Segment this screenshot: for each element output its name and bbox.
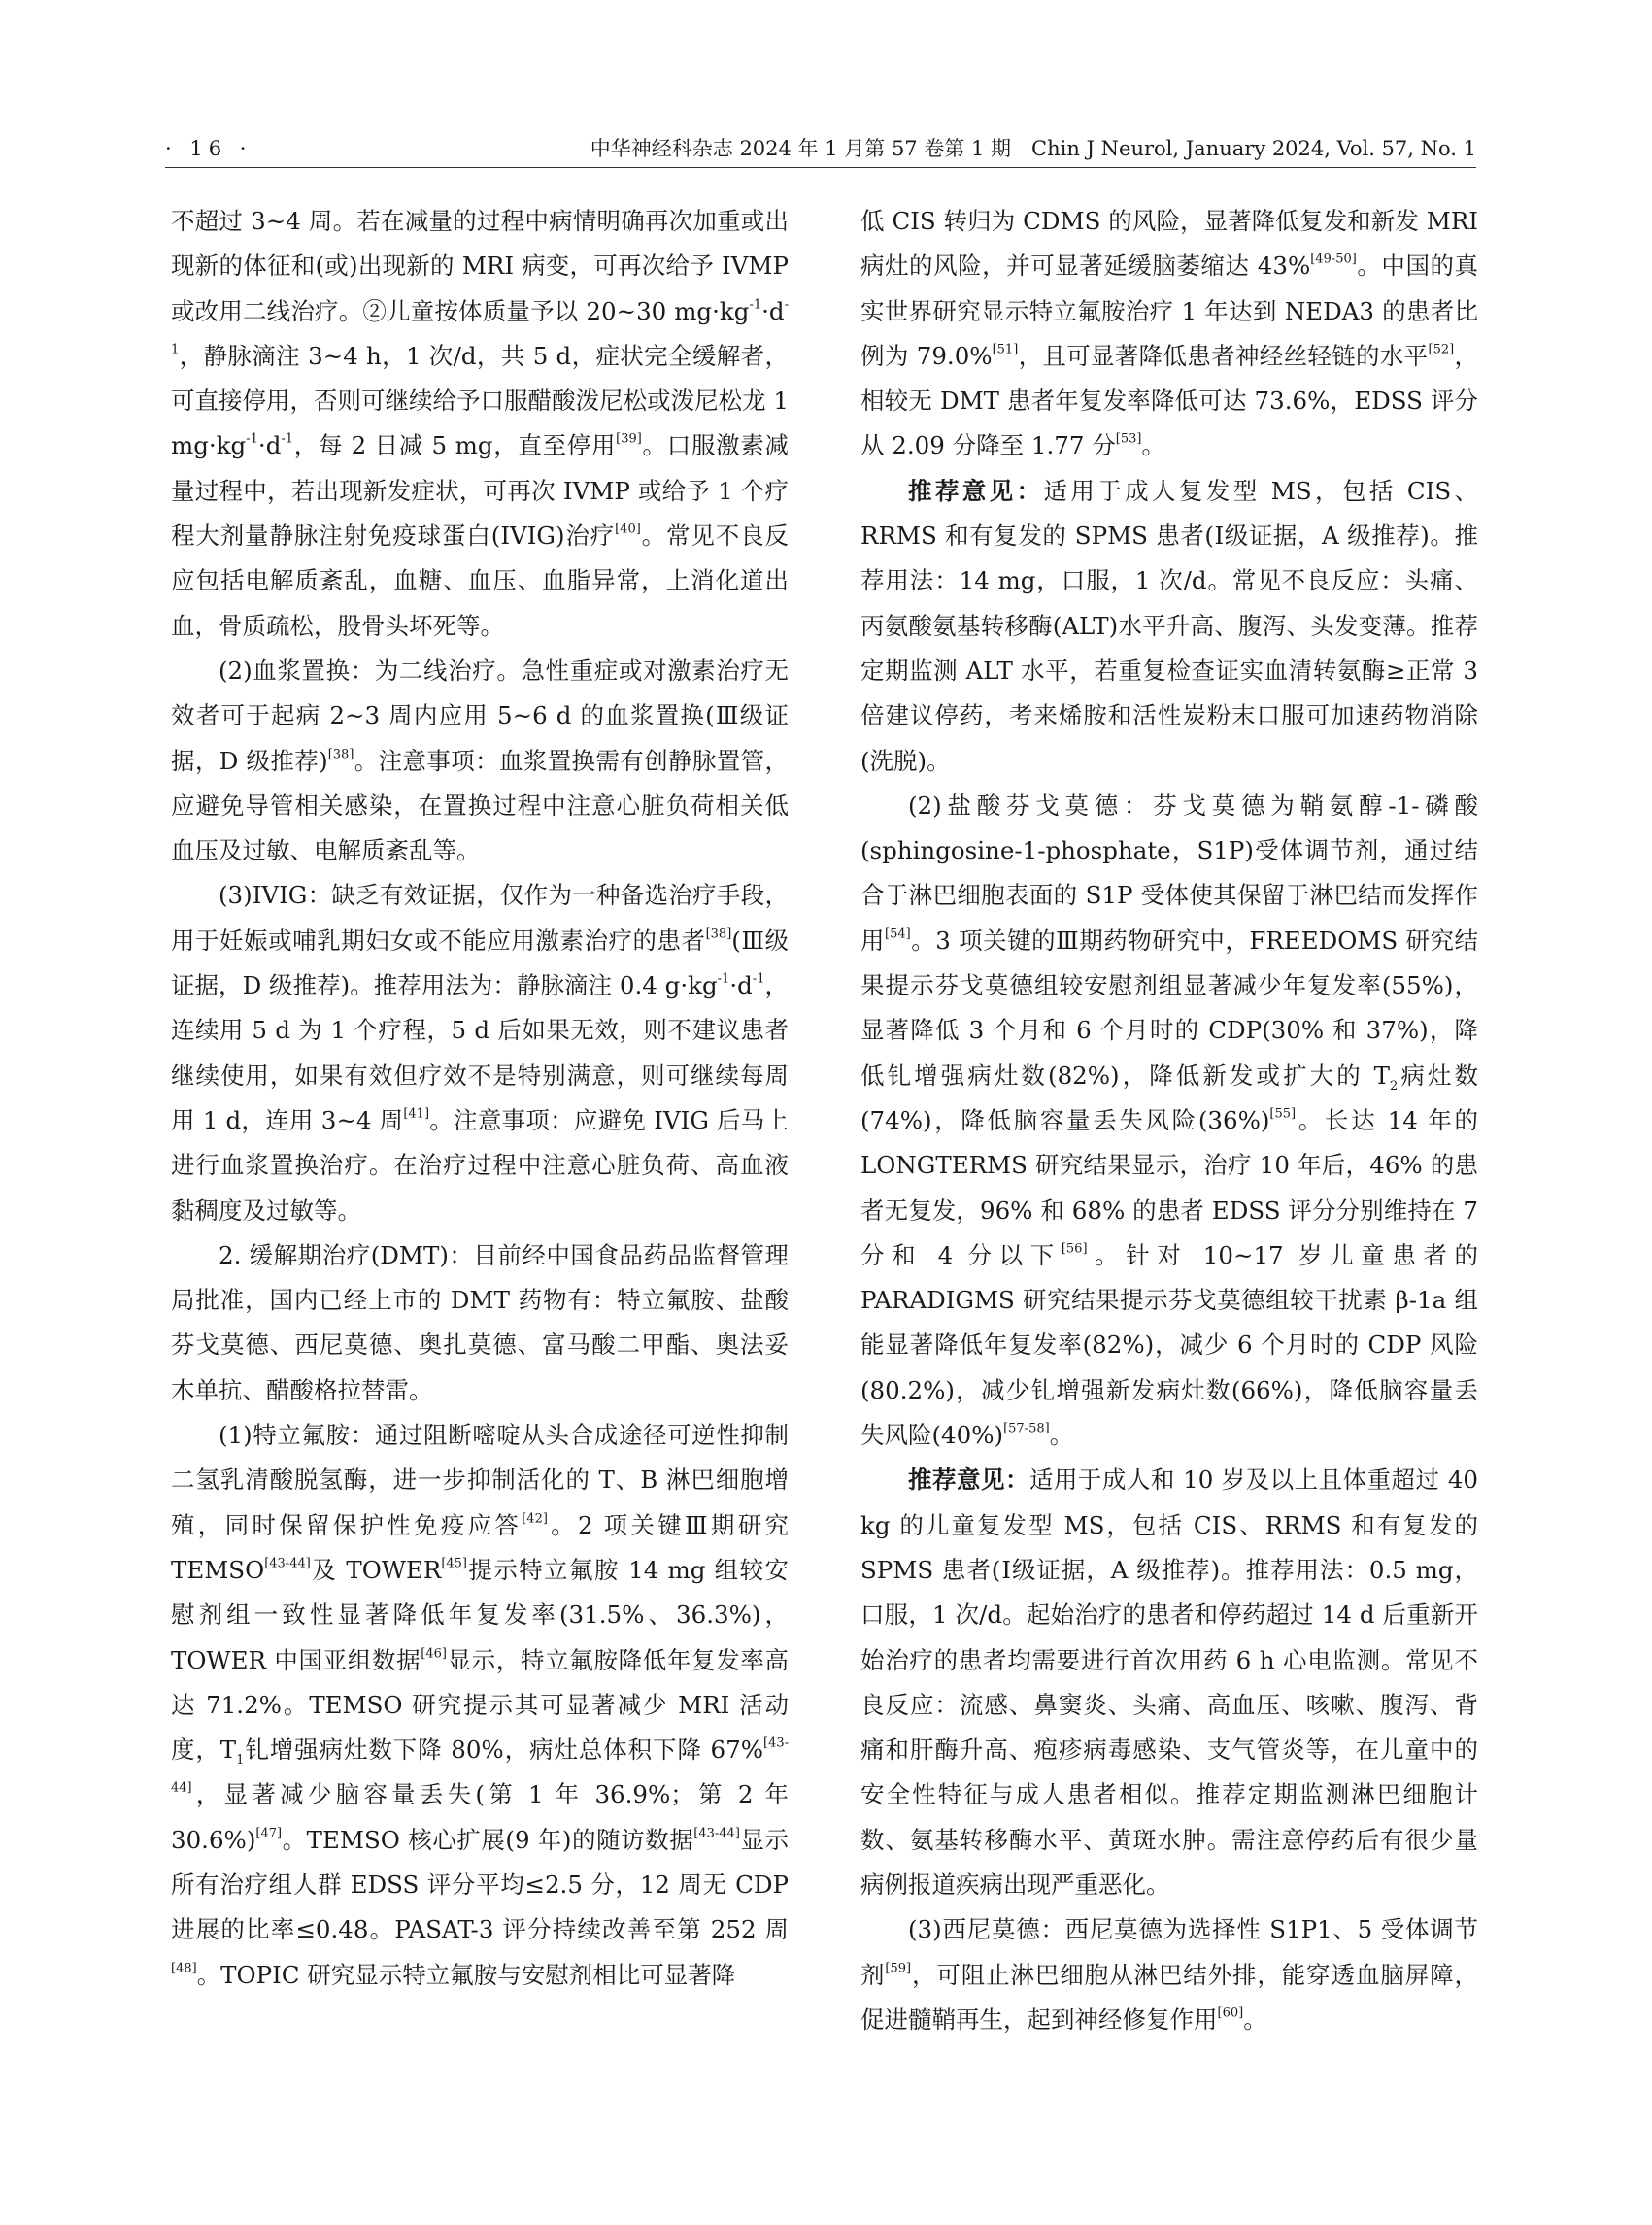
superscript: [57-58] — [1003, 1421, 1050, 1436]
text-run: 。口服激素减量过程中，若出现新发症状，可再次 IVMP 或给予 1 个疗程大剂量静脉注射免疫球蛋白(IVIG)治疗 — [171, 431, 790, 551]
text-run: 钆增强病灶数下降 80%，病灶总体积下降 67% — [244, 1736, 763, 1765]
text-run: 。3 项关键的Ⅲ期药物研究中，FREEDOMS 研究结果提示芬戈莫德组较安慰剂组显著减少年复发率(55%)，显著降低 3 个月和 6 个月时的 CDP(30% 和 37%)，降低钆增强病灶数(82%)，降低新发或扩大的 T — [860, 926, 1478, 1090]
text-run: 适用于成人和 10 岁及以上且体重超过 40 kg 的儿童复发型 MS，包括 CIS、RRMS 和有复发的 SPMS 患者(Ⅰ级证据，A 级推荐)。推荐用法：0.5 mg，口服，1 次/d。起始治疗的患者和停药超过 14 d 后重新开始治疗的患者均需要进行首次用药 6 h 心电监测。常见不良反应：流感、鼻窦炎、头痛、高血压、咳嗽、腹泻、背痛和肝酶升高、疱疹病毒感染、支气管炎等，在儿童中的安全性特征与成人患者相似。推荐定期监测淋巴细胞计数、氨基转移酶水平、黄斑水肿。需注意停药后有很少量病例报道疾病出现严重恶化。 — [860, 1466, 1478, 1899]
superscript: [51] — [992, 342, 1019, 357]
superscript: [49-50] — [1310, 252, 1357, 267]
text-run: 。注意事项：应避免 IVIG 后马上进行血浆置换治疗。在治疗过程中注意心脏负荷、高血液黏稠度及过敏等。 — [171, 1105, 789, 1225]
page-number: · 16 · — [165, 137, 253, 160]
recommendation-label: 推荐意见： — [908, 476, 1044, 505]
superscript: [59] — [885, 1960, 912, 1975]
text-run: (Ⅲ级证据，D 级推荐)。推荐用法为：静脉滴注 0.4 g·kg — [171, 926, 790, 1000]
superscript: [54] — [885, 927, 911, 942]
text-run: (1)特立氟胺：通过阻断嘧啶从头合成途径可逆性抑制二氢乳清酸脱氢酶，进一步抑制活化的 T、B 淋巴细胞增殖，同时保留保护性免疫应答 — [171, 1421, 789, 1539]
superscript: [38] — [705, 927, 732, 942]
superscript: [43-44] — [693, 1826, 740, 1840]
paragraph — [171, 1233, 789, 1413]
continued-paragraph — [860, 199, 1478, 469]
paragraph — [171, 649, 789, 873]
text-run: ，相较无 DMT 患者年复发率降低可达 73.6%，EDSS 评分从 2.09 分降至 1.77 分 — [860, 341, 1479, 460]
text-run: ·d — [729, 971, 753, 1000]
text-run: ，显著减少脑容量丢失(第 1 年 36.9%；第 2 年 30.6%) — [171, 1780, 789, 1854]
text-run: (2)血浆置换：为二线治疗。急性重症或对激素治疗无效者可于起病 2~3 周内应用 5~6 d 的血浆置换(Ⅲ级证据，D 级推荐) — [171, 656, 789, 775]
text-run: 。2 项关键Ⅲ期研究 TEMSO — [171, 1510, 789, 1584]
text-run: (3)西尼莫德：西尼莫德为选择性 S1P1、5 受体调节剂 — [860, 1915, 1478, 1989]
text-run: 。常见不良反应包括电解质紊乱，血糖、血压、血脂异常，上消化道出血，骨质疏松，股骨头坏死等。 — [171, 522, 789, 640]
superscript: [55] — [1269, 1106, 1297, 1122]
superscript: [38] — [327, 746, 354, 761]
superscript: [48] — [171, 1960, 197, 1975]
superscript: [42] — [522, 1510, 548, 1526]
superscript: [52] — [1428, 342, 1455, 357]
text-run: 。TOPIC 研究显示特立氟胺与安慰剂相比可显著降 — [196, 1960, 736, 1989]
left-column — [171, 199, 789, 1998]
text-run: (2)盐酸芬戈莫德：芬戈莫德为鞘氨醇-1-磷酸(sphingosine-1-phosphate，S1P)受体调节剂，通过结合于淋巴细胞表面的 S1P 受体使其保留于淋巴结而发挥作用 — [860, 791, 1478, 955]
text-run: 显示，特立氟胺降低年复发率高达 71.2%。TEMSO 研究提示其可显著减少 MRI 活动度，T — [171, 1645, 790, 1765]
superscript: [47] — [255, 1826, 283, 1840]
recommendation-label: 推荐意见： — [908, 1466, 1029, 1495]
text-run: 2. 缓解期治疗(DMT)：目前经中国食品药品监督管理局批准，国内已经上市的 DMT 药物有：特立氟胺、盐酸芬戈莫德、西尼莫德、奥扎莫德、富马酸二甲酯、奥法妥木单抗、醋酸格拉替雷。 — [171, 1240, 789, 1404]
superscript: [46] — [421, 1645, 447, 1661]
text-run: ，每 2 日减 5 mg，直至停用 — [293, 431, 617, 460]
superscript: [53] — [1115, 431, 1142, 447]
superscript: [40] — [615, 522, 641, 537]
superscript: -1 — [717, 971, 730, 987]
text-run: 适用于成人复发型 MS，包括 CIS、RRMS 和有复发的 SPMS 患者(Ⅰ级证据，A 级推荐)。推荐用法：14 mg，口服，1 次/d。常见不良反应：头痛、丙氨酸氨基转移酶(ALT)水平升高、腹泻、头发变薄。推荐定期监测 ALT 水平，若重复检查证实血清转氨酶≥正常 3 倍建议停药，考来烯胺和活性炭粉末口服可加速药物消除(洗脱)。 — [860, 476, 1479, 775]
continued-paragraph — [171, 199, 789, 649]
text-run: ，且可显著降低患者神经丝轻链的水平 — [1018, 341, 1429, 370]
superscript: [56] — [1061, 1241, 1088, 1257]
text-run: 。 — [1141, 431, 1165, 460]
text-run: 。针对 10~17 岁儿童患者的 PARADIGMS 研究结果提示芬戈莫德组较干扰素 β-1a 组能显著降低年复发率(82%)，减少 6 个月时的 CDP 风险(80.2%)，减少钆增强新发病灶数(66%)，降低脑容量丢失风险(40%) — [860, 1240, 1478, 1450]
paragraph — [171, 873, 789, 1232]
subscript: 1 — [236, 1752, 245, 1768]
text-run: 。TEMSO 核心扩展(9 年)的随访数据 — [282, 1825, 694, 1854]
subscript: 2 — [1390, 1078, 1399, 1094]
text-run: (3)IVIG：缺乏有效证据，仅作为一种备选治疗手段，用于妊娠或哺乳期妇女或不能应用激素治疗的患者 — [171, 881, 789, 955]
superscript: [41] — [403, 1106, 430, 1122]
text-run: ·d — [257, 431, 282, 460]
paragraph — [860, 1458, 1478, 1907]
superscript: [60] — [1217, 2006, 1244, 2021]
text-run: 。长达 14 年的 LONGTERMS 研究结果显示，治疗 10 年后，46% 的患者无复发，96% 和 68% 的患者 EDSS 评分分别维持在 7 分和 4 分以下 — [860, 1105, 1478, 1269]
text-run: ，静脉滴注 3~4 h，1 次/d，共 5 d，症状完全缓解者，可直接停用，否则可继续给予口服醋酸泼尼松或泼尼松龙 1 mg·kg — [171, 341, 789, 460]
paragraph — [860, 784, 1478, 1458]
superscript: [39] — [616, 431, 642, 447]
text-run: 及 TOWER — [310, 1555, 442, 1584]
paragraph — [860, 1907, 1478, 2042]
text-run: ，可阻止淋巴细胞从淋巴结外排，能穿透血脑屏障，促进髓鞘再生，起到神经修复作用 — [860, 1960, 1479, 2034]
text-run: 病灶数(74%)，降低脑容量丢失风险(36%) — [860, 1061, 1478, 1134]
right-column — [860, 199, 1478, 2042]
text-run: 。中国的真实世界研究显示特立氟胺治疗 1 年达到 NEDA3 的患者比例为 79.0% — [860, 252, 1479, 370]
text-run: 不超过 3~4 周。若在减量的过程中病情明确再次加重或出现新的体征和(或)出现新的 MRI 病变，可再次给予 IVMP 或改用二线治疗。②儿童按体质量予以 20~30 mg·kg — [171, 207, 789, 325]
superscript: [45] — [441, 1556, 467, 1571]
superscript: -1 — [171, 296, 789, 357]
superscript: -1 — [752, 971, 765, 987]
text-run: 。注意事项：血浆置换需有创静脉置管，应避免导管相关感染，在置换过程中注意心脏负荷相关低血压及过敏、电解质紊乱等。 — [171, 746, 789, 865]
text-run: 。 — [1049, 1421, 1074, 1450]
text-run: 提示特立氟胺 14 mg 组较安慰剂组一致性显著降低年复发率(31.5%、36.3%)，TOWER 中国亚组数据 — [171, 1555, 790, 1674]
superscript: -1 — [749, 296, 762, 312]
superscript: -1 — [281, 431, 294, 447]
text-run: ·d — [761, 296, 785, 325]
text-run: 显示所有治疗组人群 EDSS 评分平均≤2.5 分，12 周无 CDP 进展的比率≤0.48。PASAT-3 评分持续改善至第 252 周 — [171, 1825, 790, 1944]
page-header — [165, 132, 1476, 168]
journal-citation: 中华神经科杂志 2024 年 1 月第 57 卷第 1 期 Chin J Neurol, January 2024, Vol. 57, No. 1 — [590, 137, 1476, 160]
text-run: 低 CIS 转归为 CDMS 的风险，显著降低复发和新发 MRI 病灶的风险，并可显著延缓脑萎缩达 43% — [860, 207, 1478, 281]
superscript: [43-44] — [264, 1556, 311, 1571]
paragraph — [171, 1413, 789, 1998]
superscript: -1 — [246, 431, 258, 447]
superscript: [43-44] — [171, 1736, 790, 1796]
text-run: 。 — [1243, 2005, 1267, 2034]
paragraph — [860, 469, 1478, 784]
text-run: ，连续用 5 d 为 1 个疗程，5 d 后如果无效，则不建议患者继续使用，如果有效但疗效不是特别满意，则可继续每周用 1 d，连用 3~4 周 — [171, 971, 789, 1134]
